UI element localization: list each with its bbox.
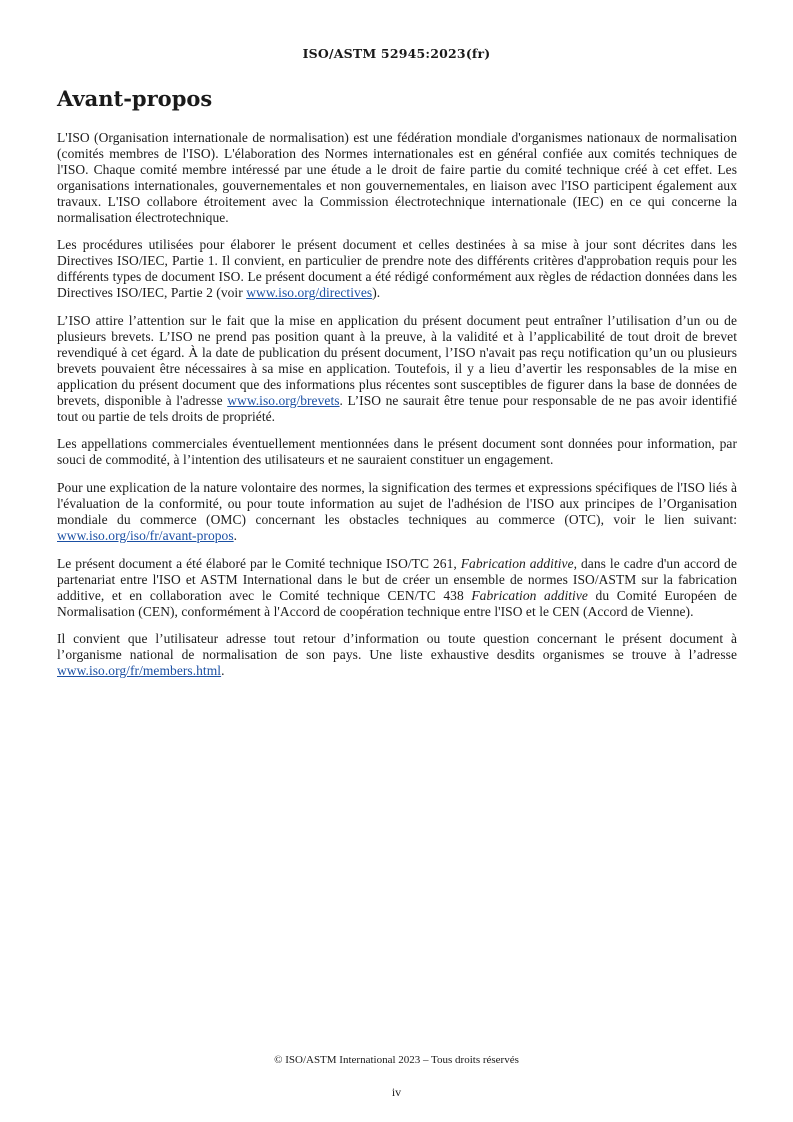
paragraph-procedures xyxy=(57,237,737,301)
document-identifier: ISO/ASTM 52945:2023(fr) xyxy=(302,46,491,61)
page-title: Avant-propos xyxy=(57,86,213,111)
paragraph-iso-federation: L'ISO (Organisation internationale de normalisation) est une fédération mondiale d'organismes nationaux de normalisation (comités membres de l'ISO). L'élaboration des Normes internationales est en général confiée aux comités techniques de l'ISO. Chaque comité membre intéressé par une étude a le droit de faire partie du comité technique créé à cet effet. Les organisations internationales, gouvernementales et non gouvernementales, en liaison avec l'ISO participent également aux travaux. L'ISO collabore étroitement avec la Commission électrotechnique internationale (IEC) en ce qui concerne la normalisation électrotechnique. xyxy=(57,130,737,225)
paragraph-feedback xyxy=(57,631,737,679)
paragraph-trade-names: Les appellations commerciales éventuellement mentionnées dans le présent document sont données pour information, par souci de commodité, à l’intention des utilisateurs et ne sauraient constituer un engagement. xyxy=(57,436,737,468)
paragraph-text: Il convient que l’utilisateur adresse tout retour d’information ou toute question concernant le présent document à l’organisme national de normalisation de son pays. Une liste exhaustive desdits organismes se trouve à l’adresse xyxy=(57,631,737,663)
paragraph-text: . xyxy=(221,663,225,679)
paragraph-text: . L’ISO ne saurait être tenue pour responsable de ne pas avoir identifié tout ou partie de tels droits de propriété. xyxy=(57,392,737,424)
paragraph-committee xyxy=(57,556,737,620)
paragraph-text: Pour une explication de la nature volontaire des normes, la signification des termes et expressions spécifiques de l'ISO liés à l'évaluation de la conformité, ou pour toute information au sujet de l'adhésion de l'ISO aux principes de l’Organisation mondiale du commerce (OMC) concernant les obstacles techniques au commerce (OTC), voir le lien suivant: xyxy=(57,480,737,528)
copyright-footer: © ISO/ASTM International 2023 – Tous droits réservés xyxy=(274,1054,519,1066)
page-number: iv xyxy=(391,1085,402,1099)
link-brevets[interactable]: www.iso.org/brevets xyxy=(227,392,340,408)
paragraph-voluntary-nature xyxy=(57,480,737,544)
cen-committee-title-italic: Fabrication additive xyxy=(471,587,588,603)
paragraph-text: L’ISO attire l’attention sur le fait que la mise en application du présent document peut entraîner l’utilisation d’un ou de plusieurs brevets. L’ISO ne prend pas position quant à la preuve, à la validité et à l’applicabilité de tout droit de brevet revendiqué à cet égard. À la date de publication du présent document, l’ISO n'avait pas reçu notification qu’un ou plusieurs brevets pouvaient être nécessaires à sa mise en application. Toutefois, il y a lieu d’avertir les responsables de la mise en application du présent document que des informations plus récentes sont susceptibles de figurer dans la base de données de brevets, disponible à l'adresse xyxy=(57,313,737,408)
link-directives[interactable]: www.iso.org/directives xyxy=(246,285,373,301)
paragraph-text: du Comité Européen de Normalisation (CEN), conformément à l'Accord de coopération technique entre l'ISO et le CEN (Accord de Vienne). xyxy=(57,587,737,619)
paragraph-text: Le présent document a été élaboré par le Comité technique ISO/TC 261, xyxy=(57,555,461,571)
committee-title-italic: Fabrication additive xyxy=(460,555,574,571)
paragraph-text: , dans le cadre d'un accord de partenariat entre l'ISO et ASTM International dans le but de créer un ensemble de normes ISO/ASTM sur la fabrication additive, et en collaboration avec le Comité technique CEN/TC 438 xyxy=(57,555,737,603)
paragraph-text: . xyxy=(233,527,238,543)
link-members[interactable]: www.iso.org/fr/members.html xyxy=(57,663,222,679)
paragraph-text: ). xyxy=(372,285,381,301)
foreword-body xyxy=(57,130,737,691)
paragraph-text: Les procédures utilisées pour élaborer le présent document et celles destinées à sa mise à jour sont décrites dans les Directives ISO/IEC, Partie 1. Il convient, en particulier de prendre note des différents critères d'approbation requis pour les différents types de document ISO. Le présent document a été rédigé conformément aux règles de rédaction données dans les Directives ISO/IEC, Partie 2 (voir xyxy=(57,237,737,301)
link-avant-propos[interactable]: www.iso.org/iso/fr/avant-propos xyxy=(57,527,234,543)
paragraph-patents xyxy=(57,313,737,424)
